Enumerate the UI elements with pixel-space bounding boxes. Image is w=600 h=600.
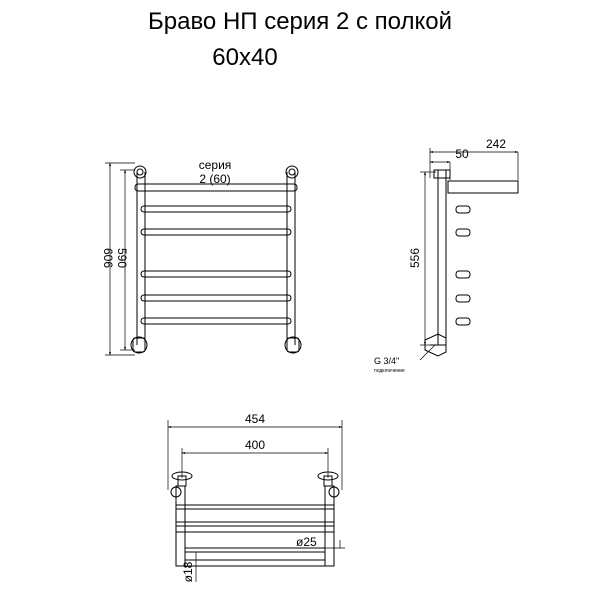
dim-side-height: 556 bbox=[408, 247, 422, 269]
dim-pipe-main: ø25 bbox=[296, 535, 317, 549]
drawing-title: Браво НП серия 2 с полкой bbox=[148, 8, 452, 35]
dim-depth: 242 bbox=[485, 137, 507, 151]
thread-note: подключение bbox=[374, 368, 405, 374]
dim-center-width: 400 bbox=[244, 438, 266, 452]
dim-offset: 50 bbox=[455, 147, 469, 161]
drawing-size: 60x40 bbox=[212, 44, 278, 71]
dim-pipe-rung: ø18 bbox=[181, 561, 195, 583]
dim-total-width: 454 bbox=[244, 412, 266, 426]
series-label-line2: 2 (60) bbox=[199, 172, 231, 186]
front-view bbox=[105, 163, 301, 355]
dim-total-height: 606 bbox=[101, 247, 115, 269]
wall-mount-icon bbox=[286, 166, 298, 178]
dim-mount-height: 590 bbox=[115, 247, 129, 269]
side-view bbox=[420, 148, 518, 360]
wall-mount-icon bbox=[134, 166, 146, 178]
thread-label: G 3/4" bbox=[374, 356, 400, 366]
series-label-line1: серия bbox=[198, 158, 232, 172]
